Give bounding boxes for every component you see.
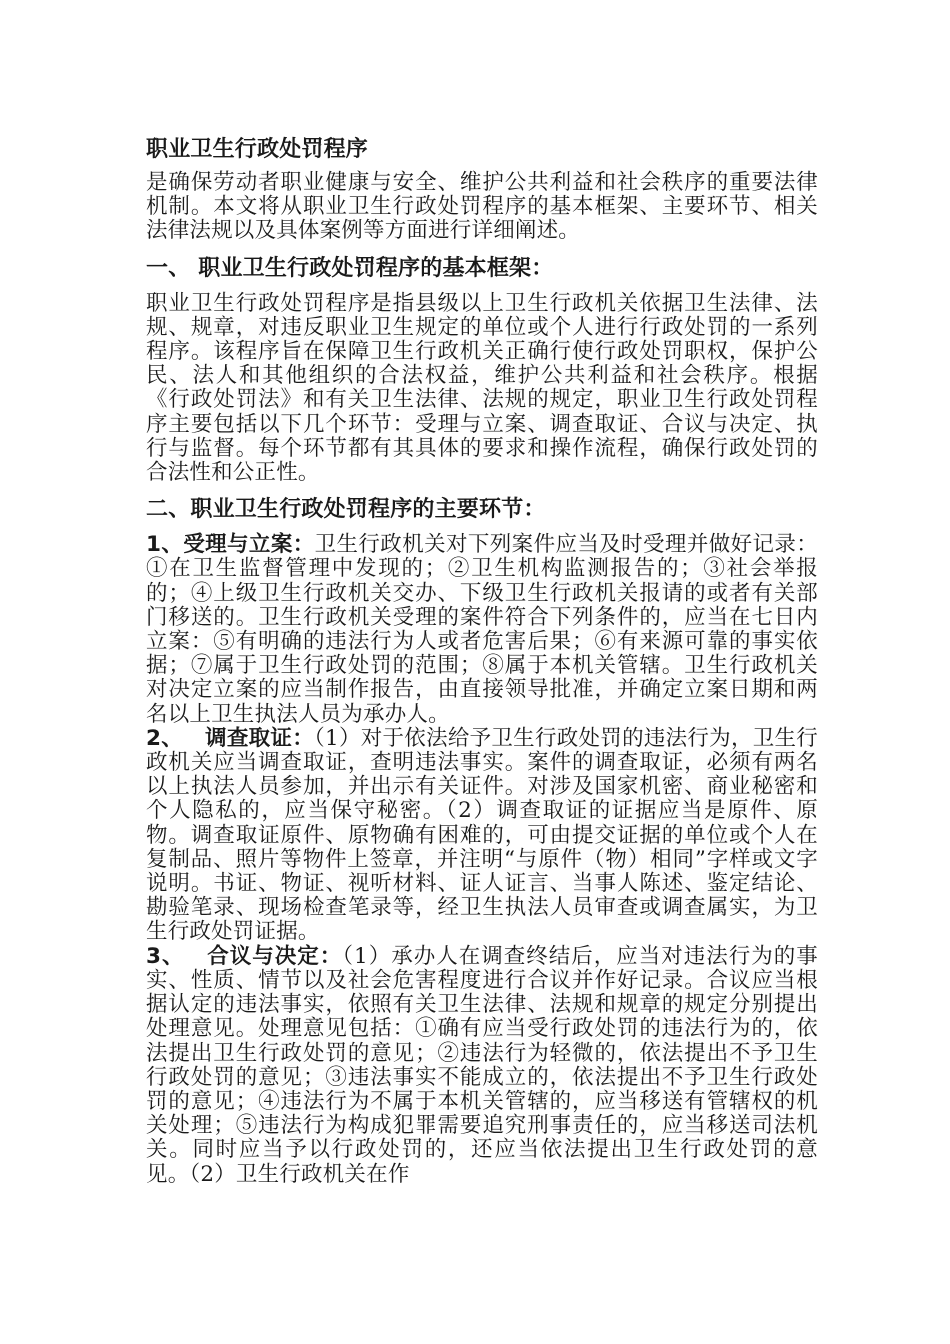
item-number: 1、 xyxy=(146,532,184,558)
section-1-heading: 一、 职业卫生行政处罚程序的基本框架： xyxy=(146,255,554,281)
item-text: （1）承办人在调查终结后，应当对违法行为的事实、性质、情节以及社会危害程度进行合议并作好记录。合议应当根据认定的违法事实，依照有关卫生法律、法规和规章的规定分别提出处理意见。处理意见包括：①确有应当受行政处罚的违法行为的，依法提出卫生行政处罚的意见；②违法行为轻微的，依法提出不予卫生行政处罚的意见；③违法事实不能成立的，依法提出不予卫生行政处罚的意见；④违法行为不属于本机关管辖的，应当移送有管辖权的机关处理；⑤违法行为构成犯罪需要追究刑事责任的，应当移送司法机关。同时应当予以行政处罚的，还应当依法提出卫生行政处罚的意见。（2）卫生行政机关在作 xyxy=(146,943,818,1187)
document-page xyxy=(146,135,818,1187)
item-text: （1）对于依法给予卫生行政处罚的违法行为，卫生行政机关应当调查取证，查明违法事实。案件的调查取证，必须有两名以上执法人员参加，并出示有关证件。对涉及国家机密、商业秘密和个人隐私的，应当保守秘密。（2）调查取证的证据应当是原件、原物。调查取证原件、原物确有困难的，可由提交证据的单位或个人在复制品、照片等物件上签章，并注明“与原件（物）相同”字样或文字说明。书证、物证、视听材料、证人证言、当事人陈述、鉴定结论、勘验笔录、现场检查笔录等，经卫生执法人员审查或调查属实，为卫生行政处罚证据。 xyxy=(146,725,818,945)
section-2-heading: 二、职业卫生行政处罚程序的主要环节： xyxy=(146,497,546,523)
intro-paragraph: 是确保劳动者职业健康与安全、维护公共利益和社会秩序的重要法律机制。本文将从职业卫生行政处罚程序的基本框架、主要环节、相关法律法规以及具体案例等方面进行详细阐述。 xyxy=(146,170,818,244)
item-lead: 受理与立案： xyxy=(183,532,315,558)
item-lead: 调查取证： xyxy=(205,725,314,751)
item-lead: 合议与决定： xyxy=(206,943,343,969)
item-number: 2、 xyxy=(146,725,184,751)
list-item xyxy=(146,533,818,727)
document-title: 职业卫生行政处罚程序 xyxy=(146,137,369,162)
item-text: 卫生行政机关对下列案件应当及时受理并做好记录：①在卫生监督管理中发现的；②卫生机构监测报告的；③社会举报的；④上级卫生行政机关交办、下级卫生行政机关报请的或者有关部门移送的。卫生行政机关受理的案件符合下列条件的，应当在七日内立案：⑤有明确的违法行为人或者危害后果；⑥有来源可靠的事实依据；⑦属于卫生行政处罚的范围；⑧属于本机关管辖。卫生行政机关对决定立案的应当制作报告，由直接领导批准，并确定立案日期和两名以上卫生执法人员为承办人。 xyxy=(146,532,818,727)
list-item xyxy=(146,945,818,1187)
item-number: 3、 xyxy=(146,943,185,969)
section-1-body: 职业卫生行政处罚程序是指县级以上卫生行政机关依据卫生法律、法规、规章，对违反职业卫生规定的单位或个人进行行政处罚的一系列程序。该程序旨在保障卫生行政机关正确行使行政处罚职权，保护公民、法人和其他组织的合法权益，维护公共利益和社会秩序。根据《行政处罚法》和有关卫生法律、法规的规定，职业卫生行政处罚程序主要包括以下几个环节：受理与立案、调查取证、合议与决定、执行与监督。每个环节都有其具体的要求和操作流程，确保行政处罚的合法性和公正性。 xyxy=(146,290,818,486)
list-item xyxy=(146,727,818,945)
